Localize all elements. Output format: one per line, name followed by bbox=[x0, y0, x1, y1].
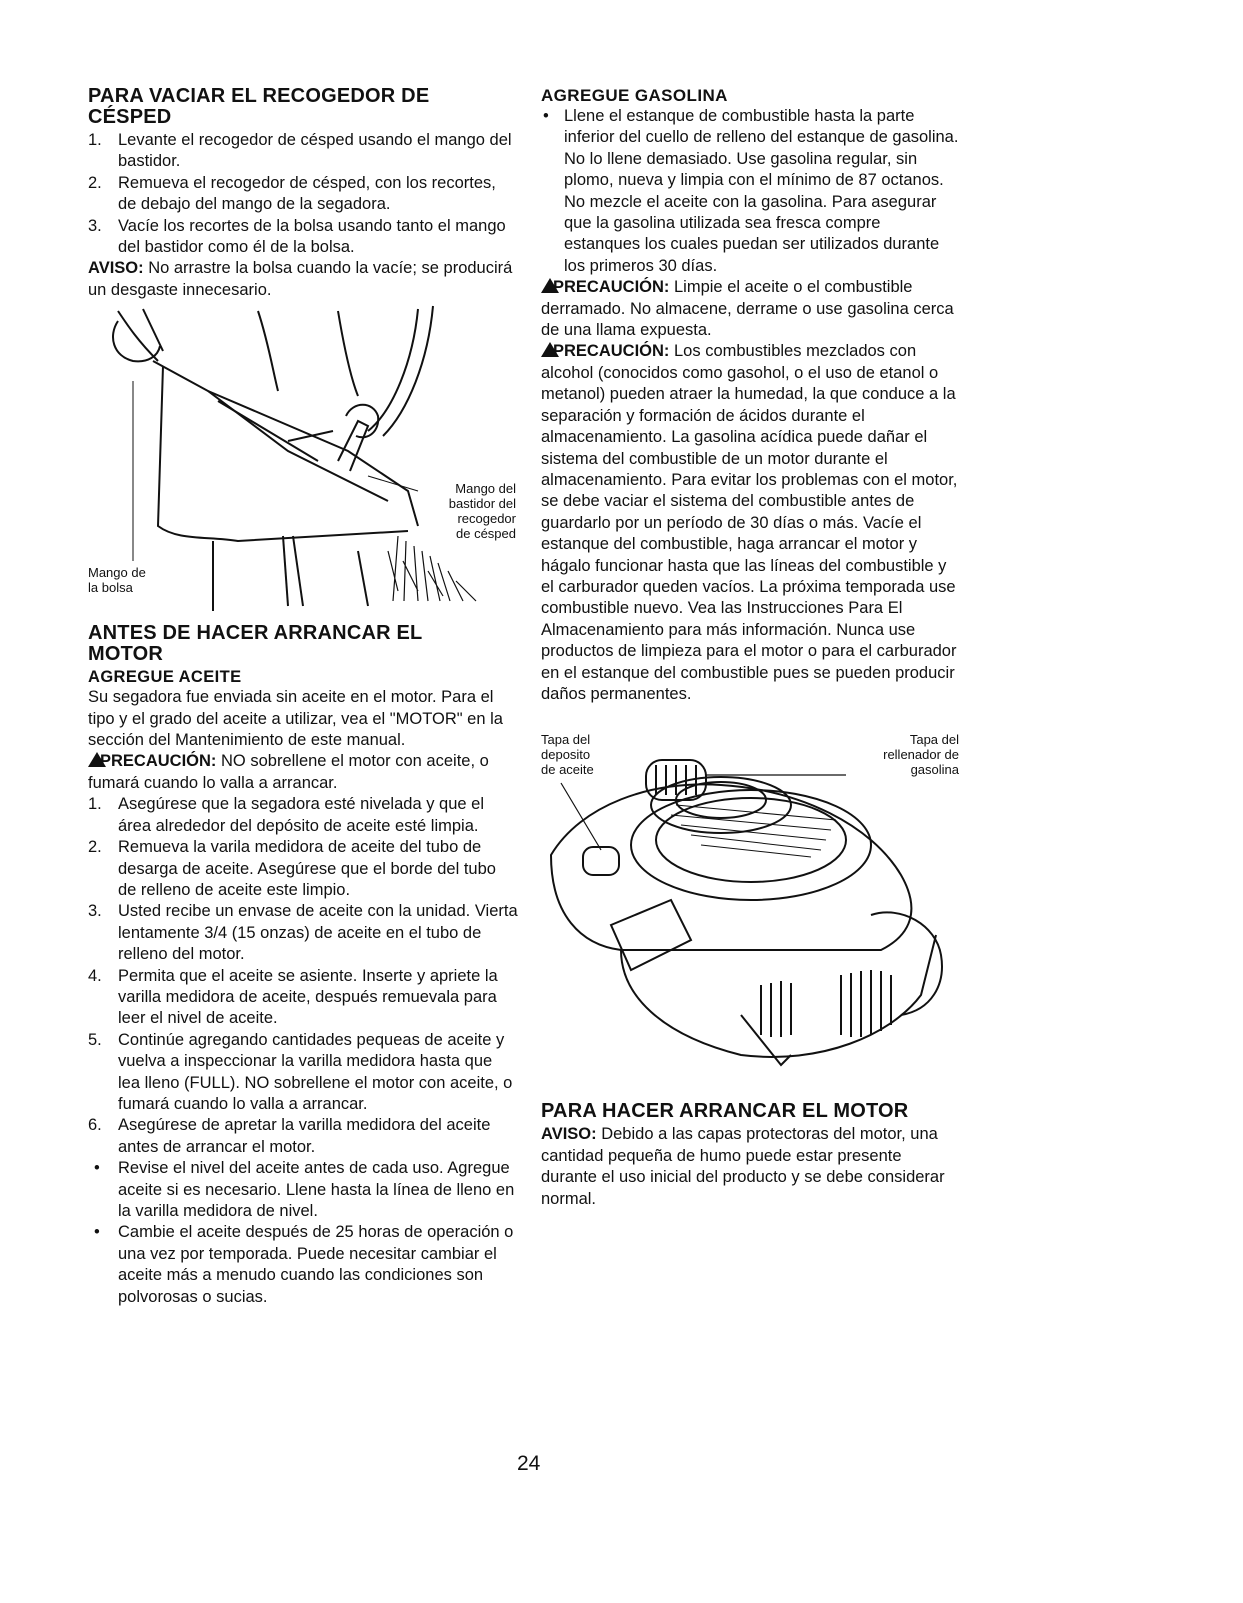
fuel-cap-label: Tapa del rellenador de gasolina bbox=[883, 732, 959, 778]
section-title-start-engine: PARA HACER ARRANCAR EL MOTOR bbox=[541, 1100, 909, 1123]
engine-figure bbox=[541, 732, 961, 1095]
gasoline-bullets bbox=[541, 106, 961, 277]
precaution-note: PRECAUCIÓN: Los combustibles mezclados con alcohol (conocidos como gasohol, o el uso de etanol o metanol) pueden atraer la humedad, la que conduce a la separación y formación de ácidos durante el almacenamiento. La gasolina acídica puede dañar el sistema del combustible de un motor durante el almacenamiento. Para evitar los problemas con el motor, se debe vaciar el sistema del combustible antes de guardarlo por un período de 30 días o más. Vacíe el estanque del combustible, haga arrancar el motor y hágalo funcionar hasta que las líneas del combustible y el carburador queden vacíos. La próxima temporada use combustible nuevo. Vea las Instrucciones Para El Almacenamiento para más información. Nunca use productos de limpieza para el motor o para el carburador en el estanque del combustible pues se pueden producir daños permanentes. bbox=[541, 342, 958, 703]
precaution-note: PRECAUCIÓN: Limpie el aceite o el combustible derramado. No almacene, derrame o use gasolina cerca de una llama expuesta. bbox=[541, 278, 954, 340]
list-item: • Revise el nivel del aceite antes de cada uso. Agregue aceite si es necesario. Llene hasta la línea de lleno en la varilla medidora de nivel. bbox=[94, 1159, 515, 1220]
list-item: • Cambie el aceite después de 25 horas de operación o una vez por temporada. Puede necesitar cambiar el aceite más a menudo cuando las condiciones son polvorosas o sucias. bbox=[94, 1223, 514, 1306]
list-item: 2. Remueva el recogedor de césped, con los recortes, de debajo del mango de la segadora. bbox=[88, 173, 496, 214]
list-item: 2. Remueva la varila medidora de aceite del tubo de desarga de aceite. Asegúrese que el borde del tubo de relleno de aceite este limpio. bbox=[88, 838, 496, 899]
precaution-note: PRECAUCIÓN: NO sobrellene el motor con aceite, o fumará cuando lo valla a arrancar. bbox=[88, 752, 489, 792]
bag-handle-label: Mango de la bolsa bbox=[88, 565, 146, 596]
oil-bullets bbox=[88, 1158, 518, 1308]
list-item: 1. Levante el recogedor de césped usando el mango del bastidor. bbox=[88, 131, 512, 171]
subtitle-add-oil: AGREGUE ACEITE bbox=[88, 668, 242, 687]
list-item: 6. Asegúrese de apretar la varilla medidora del aceite antes de arrancar el motor. bbox=[88, 1116, 491, 1156]
right-column bbox=[541, 86, 961, 1210]
frame-handle-label: Mango del bastidor del recogedor de césped bbox=[448, 481, 516, 542]
section-title-before-starting: ANTES DE HACER ARRANCAR EL MOTOR bbox=[88, 622, 423, 666]
aviso-note: AVISO: No arrastre la bolsa cuando la vacíe; se producirá un desgaste innecesario. bbox=[88, 259, 513, 299]
list-item: 3. Usted recibe un envase de aceite con la unidad. Vierta lentamente 3/4 (15 onzas) de aceite en el tubo de relleno del motor. bbox=[88, 902, 518, 964]
engine-illustration bbox=[541, 735, 961, 1095]
list-item: 1. Asegúrese que la segadora esté nivelada y que el área alrededor del depósito de aceite esté limpia. bbox=[88, 795, 485, 835]
empty-bag-steps bbox=[88, 130, 518, 258]
page-number: 24 bbox=[517, 1452, 541, 1475]
list-item: • Llene el estanque de combustible hasta la parte inferior del cuello de relleno del estanque de gasolina. No lo llene demasiado. Use gasolina regular, sin plomo, nueva y limpia con el mínimo de 87 octanos. No mezcle el aceite con la gasolina. Para asegurar que la gasolina utilizada sea fresca compre estanques los cuales puedan ser utilizados durante los primeros 30 días. bbox=[543, 107, 959, 275]
add-oil-intro: Su segadora fue enviada sin aceite en el motor. Para el tipo y el grado del aceite a utilizar, vea el "MOTOR" en la sección del Mantenimiento de este manual. bbox=[88, 688, 503, 750]
add-oil-steps bbox=[88, 794, 518, 1158]
grass-catcher-illustration bbox=[88, 301, 518, 617]
section-title-empty-bag: PARA VACIAR EL RECOGEDOR DE CÉSPED bbox=[88, 85, 430, 128]
list-item: 3. Vacíe los recortes de la bolsa usando tanto el mango del bastidor como él de la bolsa. bbox=[88, 216, 506, 257]
list-item: 4. Permita que el aceite se asiente. Inserte y apriete la varilla medidora de aceite, después remuevala para leer el nivel de aceite. bbox=[88, 966, 498, 1028]
left-column bbox=[88, 86, 518, 1308]
grass-catcher-figure bbox=[88, 301, 518, 617]
list-item: 5. Continúe agregando cantidades pequeas de aceite y vuelva a inspeccionar la varilla medidora hasta que lea lleno (FULL). NO sobrellene el motor con aceite, o fumará cuando lo valla a arrancar. bbox=[88, 1030, 513, 1113]
aviso-note: AVISO: Debido a las capas protectoras del motor, una cantidad pequeña de humo puede estar presente durante el uso inicial del producto y se debe considerar normal. bbox=[541, 1125, 945, 1208]
subtitle-add-gasoline: AGREGUE GASOLINA bbox=[541, 86, 728, 105]
oil-cap-label: Tapa del deposito de aceite bbox=[541, 732, 594, 778]
